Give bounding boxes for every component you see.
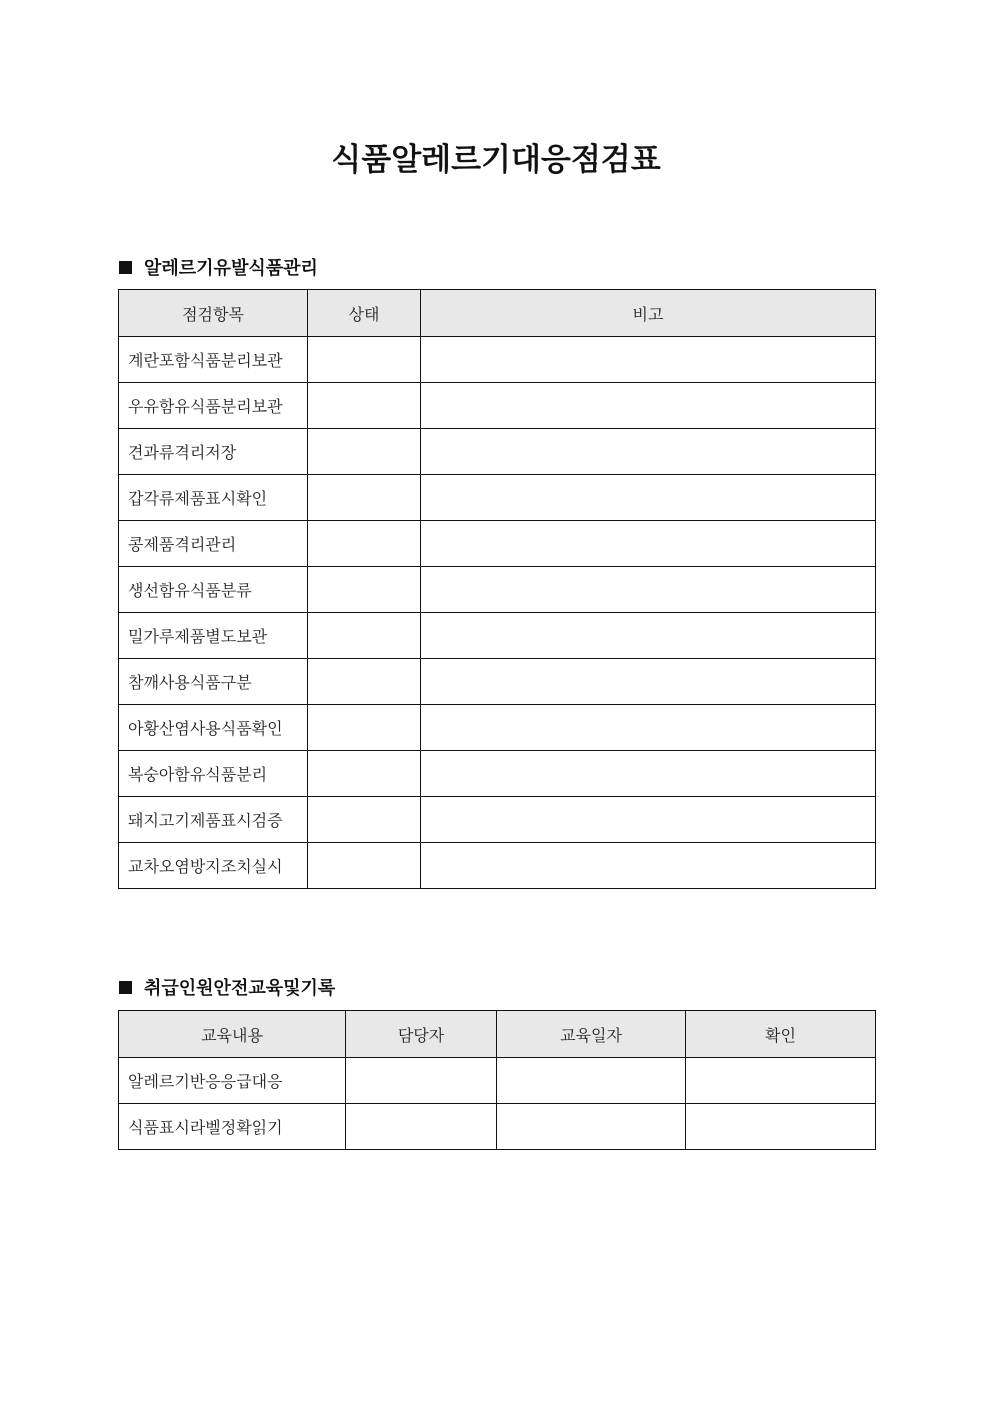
status-cell[interactable] bbox=[308, 567, 421, 613]
table-row bbox=[119, 1104, 876, 1150]
check-item-label: 교차오염방지조치실시 bbox=[119, 843, 308, 889]
section-heading-staff-training bbox=[119, 974, 335, 1000]
note-cell[interactable] bbox=[421, 383, 876, 429]
note-cell[interactable] bbox=[421, 337, 876, 383]
training-content-label: 알레르기반응응급대응 bbox=[119, 1058, 346, 1104]
table-header-row bbox=[119, 1011, 876, 1058]
note-cell[interactable] bbox=[421, 751, 876, 797]
note-cell[interactable] bbox=[421, 429, 876, 475]
table-row bbox=[119, 429, 876, 475]
status-cell[interactable] bbox=[308, 429, 421, 475]
table-row bbox=[119, 751, 876, 797]
column-header-manager: 담당자 bbox=[346, 1011, 497, 1058]
status-cell[interactable] bbox=[308, 843, 421, 889]
check-item-label: 참깨사용식품구분 bbox=[119, 659, 308, 705]
note-cell[interactable] bbox=[421, 797, 876, 843]
table-row bbox=[119, 567, 876, 613]
manager-cell[interactable] bbox=[346, 1058, 497, 1104]
table-row bbox=[119, 613, 876, 659]
check-item-label: 복숭아함유식품분리 bbox=[119, 751, 308, 797]
column-header-training-content: 교육내용 bbox=[119, 1011, 346, 1058]
square-bullet-icon bbox=[119, 261, 132, 274]
table-row bbox=[119, 521, 876, 567]
status-cell[interactable] bbox=[308, 705, 421, 751]
status-cell[interactable] bbox=[308, 383, 421, 429]
check-item-label: 견과류격리저장 bbox=[119, 429, 308, 475]
training-record-table bbox=[118, 1010, 876, 1150]
check-item-label: 계란포함식품분리보관 bbox=[119, 337, 308, 383]
check-item-label: 밀가루제품별도보관 bbox=[119, 613, 308, 659]
training-content-label: 식품표시라벨정확읽기 bbox=[119, 1104, 346, 1150]
column-header-note: 비고 bbox=[421, 290, 876, 337]
note-cell[interactable] bbox=[421, 521, 876, 567]
note-cell[interactable] bbox=[421, 613, 876, 659]
table-row bbox=[119, 843, 876, 889]
allergen-checklist-table bbox=[118, 289, 876, 889]
confirm-cell[interactable] bbox=[686, 1058, 876, 1104]
table-row bbox=[119, 1058, 876, 1104]
check-item-label: 콩제품격리관리 bbox=[119, 521, 308, 567]
confirm-cell[interactable] bbox=[686, 1104, 876, 1150]
status-cell[interactable] bbox=[308, 337, 421, 383]
table-row bbox=[119, 475, 876, 521]
table-row bbox=[119, 705, 876, 751]
check-item-label: 아황산염사용식품확인 bbox=[119, 705, 308, 751]
section-heading-label: 취급인원안전교육및기록 bbox=[144, 978, 336, 999]
note-cell[interactable] bbox=[421, 705, 876, 751]
manager-cell[interactable] bbox=[346, 1104, 497, 1150]
check-item-label: 우유함유식품분리보관 bbox=[119, 383, 308, 429]
section-heading-allergen-management bbox=[119, 254, 318, 280]
document-title: 식품알레르기대응점검표 bbox=[331, 142, 661, 178]
check-item-label: 갑각류제품표시확인 bbox=[119, 475, 308, 521]
training-date-cell[interactable] bbox=[497, 1058, 686, 1104]
status-cell[interactable] bbox=[308, 751, 421, 797]
table-row bbox=[119, 659, 876, 705]
status-cell[interactable] bbox=[308, 659, 421, 705]
training-date-cell[interactable] bbox=[497, 1104, 686, 1150]
table-row bbox=[119, 797, 876, 843]
note-cell[interactable] bbox=[421, 659, 876, 705]
column-header-check-item: 점검항목 bbox=[119, 290, 308, 337]
table-row bbox=[119, 383, 876, 429]
status-cell[interactable] bbox=[308, 475, 421, 521]
note-cell[interactable] bbox=[421, 843, 876, 889]
note-cell[interactable] bbox=[421, 567, 876, 613]
check-item-label: 생선함유식품분류 bbox=[119, 567, 308, 613]
check-item-label: 돼지고기제품표시검증 bbox=[119, 797, 308, 843]
section-heading-label: 알레르기유발식품관리 bbox=[144, 258, 318, 279]
column-header-training-date: 교육일자 bbox=[497, 1011, 686, 1058]
note-cell[interactable] bbox=[421, 475, 876, 521]
square-bullet-icon bbox=[119, 981, 132, 994]
table-row bbox=[119, 337, 876, 383]
status-cell[interactable] bbox=[308, 521, 421, 567]
table-header-row bbox=[119, 290, 876, 337]
column-header-confirm: 확인 bbox=[686, 1011, 876, 1058]
column-header-status: 상태 bbox=[308, 290, 421, 337]
status-cell[interactable] bbox=[308, 613, 421, 659]
status-cell[interactable] bbox=[308, 797, 421, 843]
